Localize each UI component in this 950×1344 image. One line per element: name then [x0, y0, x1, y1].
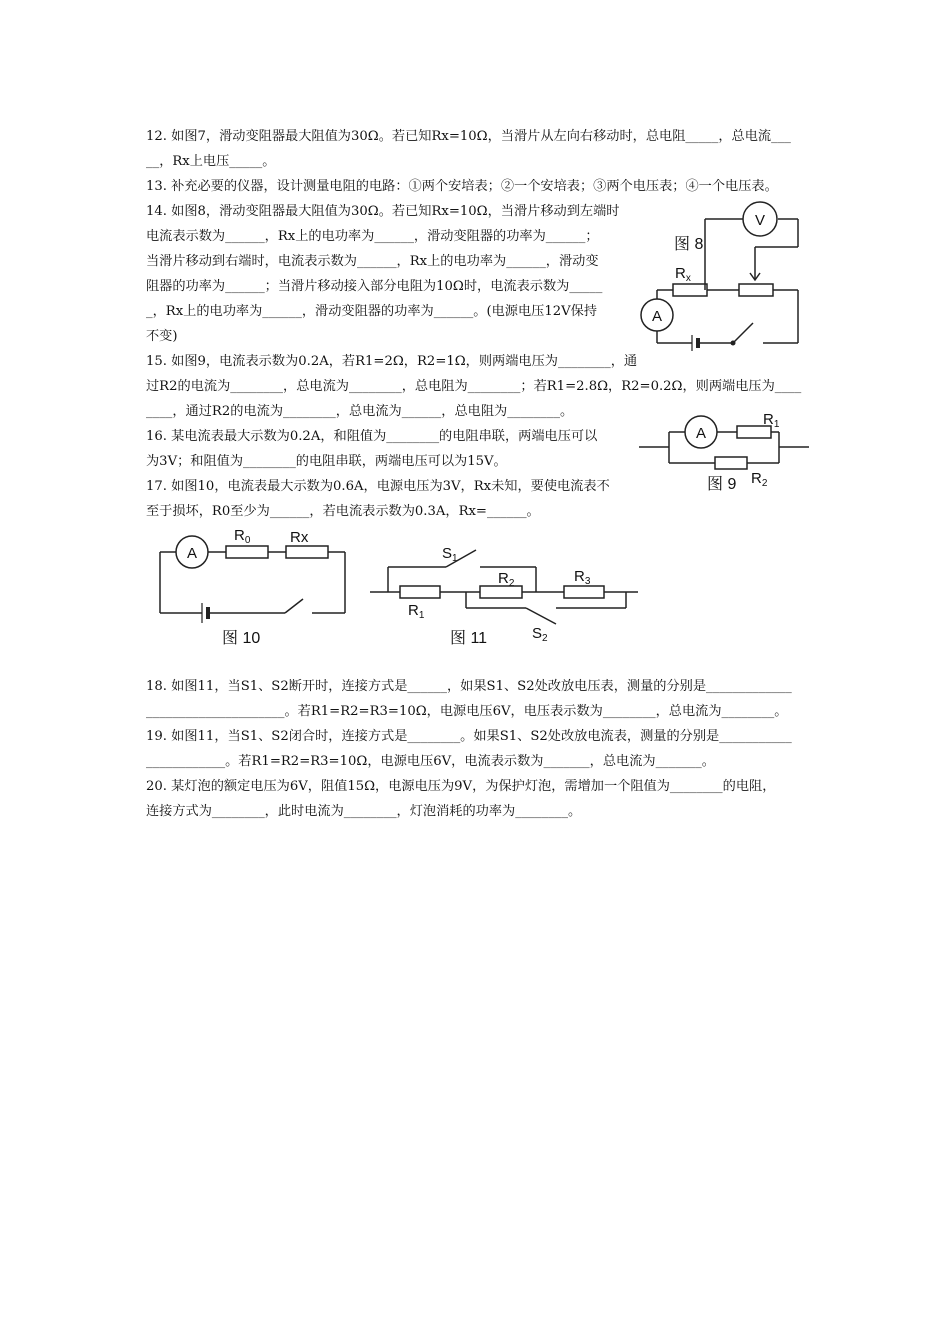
figure-8-circuit — [635, 195, 815, 360]
q16-line-1: 16. 某电流表最大示数为0.2A，和阻值为________的电阻串联，两端电压可以 — [146, 429, 598, 444]
q20-line-2: 连接方式为________，此时电流为________，灯泡消耗的功率为________。 — [146, 804, 582, 819]
q14-line-5: _，Rx上的电功率为______，滑动变阻器的功率为______。(电源电压12V保持 — [146, 304, 598, 319]
q14-line-4: 阻器的功率为______；当滑片移动接入部分电阻为10Ω时，电流表示数为_____ — [146, 279, 603, 294]
fig9-r2-label: $R_2$ — [751, 470, 768, 489]
fig8-rheostat — [739, 284, 773, 296]
fig11-r2-label: $R_2$ — [498, 570, 515, 589]
q19-line-1: 19. 如图11，当S1、S2闭合时，连接方式是________。如果S1、S2处改放电流表，测量的分别是___________ — [146, 729, 792, 744]
fig9-caption: 图 9 — [707, 476, 737, 493]
fig11-r1-resistor — [400, 586, 440, 598]
fig9-ammeter-label: A — [695, 425, 707, 442]
fig8-ammeter-label: A — [651, 308, 663, 325]
figure-9-circuit — [637, 410, 812, 495]
q14-line-3: 当滑片移动到右端时，电流表示数为______，Rx上的电功率为______，滑动变 — [146, 254, 599, 269]
fig10-rx-resistor — [286, 546, 328, 558]
q18-line-2: _____________________。若R1=R2=R3=10Ω，电源电压6V，电压表示数为________，总电流为________。 — [146, 704, 788, 719]
fig8-rx-label: $R_x$ — [675, 265, 691, 284]
q17-line-1: 17. 如图10，电流表最大示数为0.6A，电源电压为3V，Rx未知，要使电流表不 — [146, 479, 610, 494]
fig11-s2-label: $S_2$ — [532, 625, 548, 644]
fig10-rx-label: Rx — [290, 529, 309, 546]
q15-line-3: ____，通过R2的电流为________，总电流为______，总电阻为________。 — [146, 404, 574, 419]
fig11-r3-label: $R_3$ — [574, 568, 591, 587]
fig8-rx-resistor — [673, 284, 707, 296]
fig11-caption: 图 11 — [450, 630, 488, 647]
q15-line-2: 过R2的电流为________，总电流为________，总电阻为________；若R1=2.8Ω，R2=0.2Ω，则两端电压为____ — [146, 379, 802, 394]
q20-line-1: 20. 某灯泡的额定电压为6V，阻值15Ω，电源电压为9V，为保护灯泡，需增加一个阻值为________的电阻， — [146, 779, 776, 794]
q16-line-2: 为3V；和阻值为________的电阻串联，两端电压可以为15V。 — [146, 454, 507, 469]
q19-line-2: ____________。若R1=R2=R3=10Ω，电源电压6V，电流表示数为_______，总电流为_______。 — [146, 754, 715, 769]
q17-line-2: 至于损坏，R0至少为______，若电流表示数为0.3A，Rx=______。 — [146, 504, 540, 519]
fig10-ammeter-label: A — [186, 545, 198, 562]
figure-10-circuit — [150, 525, 360, 655]
q12-line-2: __，Rx上电压_____。 — [146, 154, 276, 169]
q14-line-6: 不变) — [146, 329, 178, 344]
fig10-caption: 图 10 — [222, 630, 261, 647]
fig8-voltmeter-label: V — [754, 212, 766, 229]
fig8-caption: 图 8 — [674, 236, 704, 253]
q15-line-1: 15. 如图9，电流表示数为0.2A，若R1=2Ω，R2=1Ω，则两端电压为________，通 — [146, 354, 638, 369]
q13-line-1: 13. 补充必要的仪器，设计测量电阻的电路：①两个安培表；②一个安培表；③两个电压表；④一个电压表。 — [146, 179, 778, 194]
q18-line-1: 18. 如图11，当S1、S2断开时，连接方式是______，如果S1、S2处改放电压表，测量的分别是_____________ — [146, 679, 792, 694]
figure-11-circuit — [368, 540, 640, 655]
q14-line-2: 电流表示数为______，Rx上的电功率为______，滑动变阻器的功率为______； — [146, 229, 599, 244]
q12-line-1: 12. 如图7，滑动变阻器最大阻值为30Ω。若已知Rx=10Ω，当滑片从左向右移动时，总电阻_____，总电流___ — [146, 129, 791, 144]
fig11-r3-resistor — [564, 586, 604, 598]
fig10-r0-label: $R_0$ — [234, 527, 251, 546]
fig11-r2-resistor — [480, 586, 522, 598]
q14-line-1: 14. 如图8，滑动变阻器最大阻值为30Ω。若已知Rx=10Ω，当滑片移动到左端时 — [146, 204, 620, 219]
fig11-s1-label: $S_1$ — [442, 545, 458, 564]
fig11-r1-label: $R_1$ — [408, 602, 425, 621]
fig9-r1-label: $R_1$ — [763, 411, 780, 430]
fig9-r2-resistor — [715, 457, 747, 469]
fig10-r0-resistor — [226, 546, 268, 558]
